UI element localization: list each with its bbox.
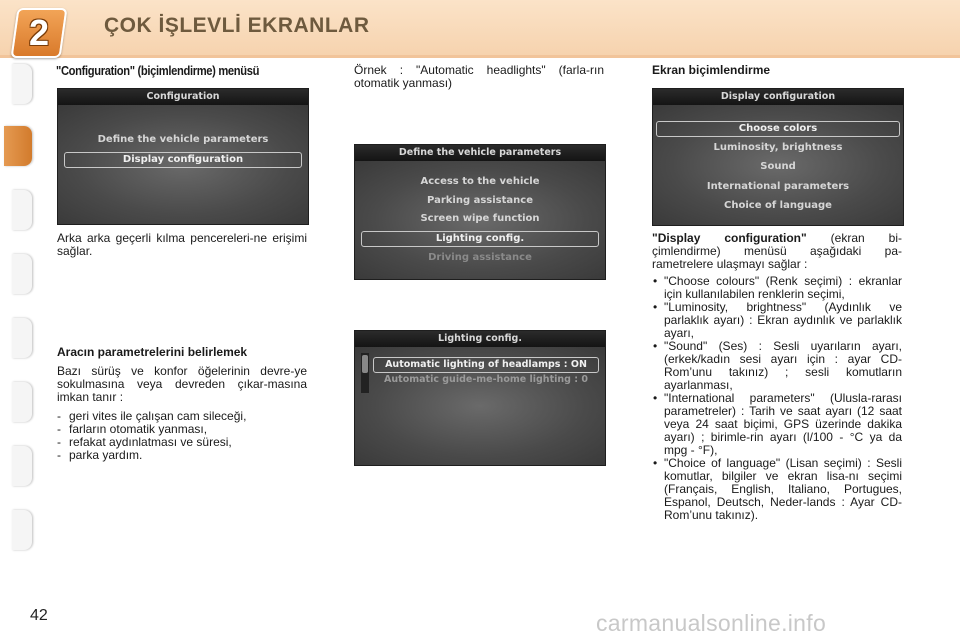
chapter-tab-6[interactable] — [12, 382, 32, 422]
example-intro: Örnek : "Automatic headlights" (farla-rın otomatik yanması) — [354, 63, 604, 90]
menu-item-screen-wipe-function[interactable]: Screen wipe function — [420, 213, 540, 224]
vehicle-parameters-list — [57, 410, 307, 462]
vehicle-parameters-section — [57, 346, 307, 462]
page-number: 42 — [30, 607, 48, 624]
watermark: carmanualsonline.info — [596, 610, 827, 636]
vehicle-parameters-text: Bazı sürüş ve konfor öğelerinin devre-ye sokulmasına veya devreden çıkar-masına imkan tanır : — [57, 364, 307, 404]
lighting-config-screen-body — [355, 347, 605, 465]
list-item: • "Sound" (Ses) : Sesli uyarıların ayarı, (erkek/kadın sesi ayarı için : ayar CD-Rom’unu takınız) ; sesli komutların ayarlanması, — [652, 340, 902, 392]
configuration-caption: Arka arka geçerli kılma pencereleri-ne erişimi sağlar. — [57, 231, 307, 258]
chapter-tab-7[interactable] — [12, 446, 32, 486]
page-title: ÇOK İŞLEVLİ EKRANLAR — [104, 14, 370, 37]
chapter-tab-strip — [0, 62, 34, 582]
list-item: • "International parameters" (Ulusla-rarası parametreler) : Tarih ve saat ayarı (12 saat veya 24 saat biçimi, GPS üzerinde dakika ayarı) ; birimle-rin ayarı (l/100 - °C ya da mpg - °F), — [652, 392, 902, 457]
chapter-tab-2-active[interactable] — [4, 126, 32, 166]
left-heading-wrap — [56, 64, 316, 77]
display-configuration-screen-body — [653, 105, 903, 225]
lighting-scrollbar[interactable] — [361, 353, 369, 393]
menu-item-driving-assistance[interactable]: Driving assistance — [428, 252, 532, 263]
menu-item-luminosity-brightness[interactable]: Luminosity, brightness — [713, 142, 843, 153]
list-item: - parka yardım. — [57, 449, 307, 462]
configuration-screen — [57, 88, 309, 225]
chapter-tab-3[interactable] — [12, 190, 32, 230]
example-intro-wrap — [354, 64, 604, 90]
display-configuration-intro-rest: (ekran bi-çimlendirme) menüsü aşağıdaki pa-rametrelere ulaşmayı sağlar : — [652, 231, 902, 271]
lighting-config-screen-title: Lighting config. — [355, 331, 605, 347]
vehicle-parameters-screen-title: Define the vehicle parameters — [355, 145, 605, 161]
menu-item-define-vehicle-parameters[interactable]: Define the vehicle parameters — [97, 134, 269, 145]
vehicle-parameters-screen — [354, 144, 606, 280]
list-item: • "Choice of language" (Lisan seçimi) : Sesli komutlar, bilgiler ve ekran lisa-nı seçimi (Français, English, Italiano, Portugues, Espanol, Deutsch, Neder-lands : Ayar CD-Rom’unu takınız). — [652, 457, 902, 522]
list-item: - farların otomatik yanması, — [57, 423, 307, 436]
chapter-tab-1[interactable] — [12, 64, 32, 104]
menu-item-automatic-headlamps[interactable]: Automatic lighting of headlamps : ON — [373, 357, 599, 373]
menu-item-parking-assistance[interactable]: Parking assistance — [427, 195, 533, 206]
display-configuration-screen — [652, 88, 904, 226]
vehicle-parameters-screen-body — [355, 161, 605, 279]
menu-item-access-to-vehicle[interactable]: Access to the vehicle — [420, 176, 540, 187]
display-parameters-list — [652, 275, 902, 522]
display-configuration-intro-bold: "Display configuration" — [652, 231, 807, 245]
list-item: - refakat aydınlatması ve süresi, — [57, 436, 307, 449]
display-format-heading-wrap — [652, 64, 902, 77]
display-configuration-intro — [652, 232, 902, 271]
menu-item-sound[interactable]: Sound — [760, 161, 796, 172]
lighting-scroll-thumb[interactable] — [362, 355, 368, 373]
chapter-tab-4[interactable] — [12, 254, 32, 294]
list-item: • "Luminosity, brightness" (Aydınlık ve parlaklık ayarı) : Ekran aydınlık ve parlaklık ayarı, — [652, 301, 902, 340]
menu-item-international-parameters[interactable]: International parameters — [706, 181, 850, 192]
chapter-tab-5[interactable] — [12, 318, 32, 358]
configuration-caption-wrap — [57, 232, 307, 258]
chapter-tab-8[interactable] — [12, 510, 32, 550]
menu-item-guide-me-home[interactable]: Automatic guide-me-home lighting : 0 — [384, 374, 588, 385]
display-format-heading: Ekran biçimlendirme — [652, 63, 771, 77]
menu-item-display-configuration[interactable]: Display configuration — [64, 152, 302, 168]
configuration-screen-body — [58, 105, 308, 224]
display-configuration-description — [652, 232, 902, 522]
lighting-config-screen — [354, 330, 606, 466]
chapter-number: 2 — [28, 12, 50, 53]
list-item: - geri vites ile çalışan cam sileceği, — [57, 410, 307, 423]
menu-item-lighting-config[interactable]: Lighting config. — [361, 231, 599, 247]
configuration-screen-title: Configuration — [58, 89, 308, 105]
vehicle-parameters-heading: Aracın parametrelerini belirlemek — [57, 345, 248, 359]
list-item: • "Choose colours" (Renk seçimi) : ekranlar için kullanılabilen renklerin seçimi, — [652, 275, 902, 301]
configuration-menu-heading: "Configuration" (biçimlendirme) menüsü — [56, 63, 260, 78]
display-configuration-screen-title: Display configuration — [653, 89, 903, 105]
menu-item-choose-colors[interactable]: Choose colors — [656, 121, 900, 137]
menu-item-choice-of-language[interactable]: Choice of language — [724, 200, 832, 211]
